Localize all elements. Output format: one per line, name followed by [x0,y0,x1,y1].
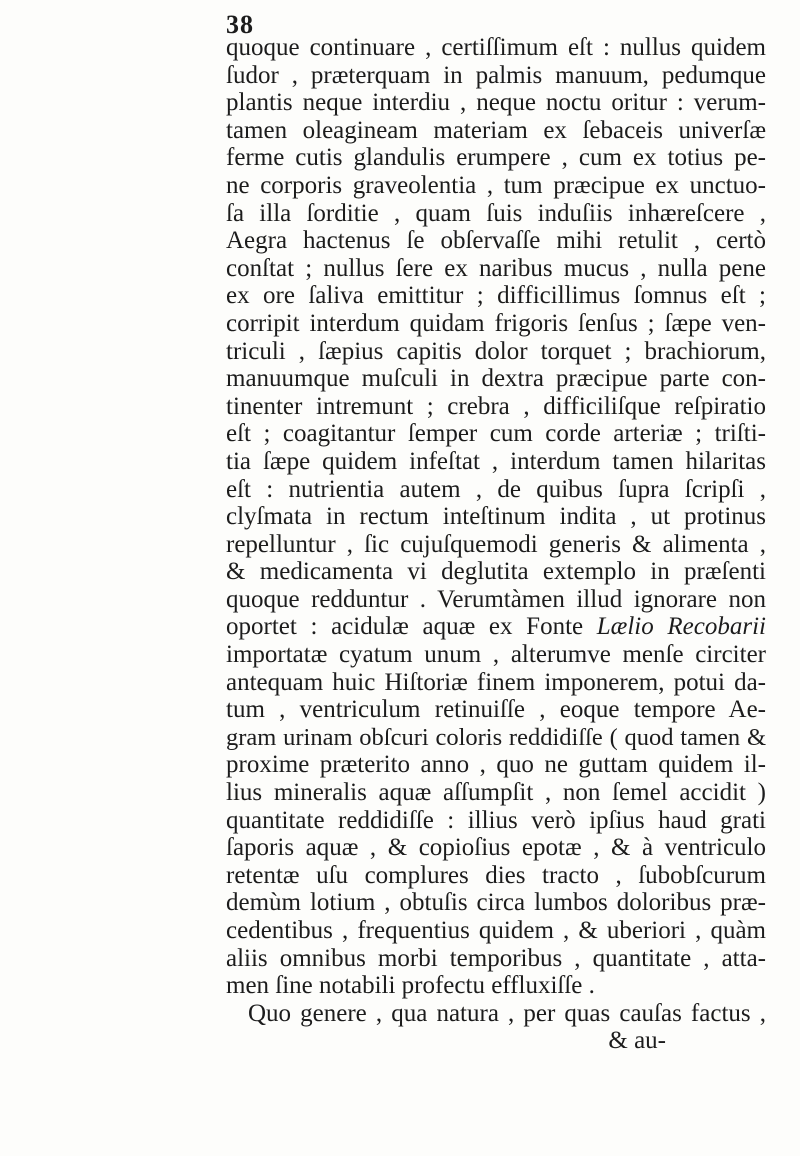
text-line: tinenter intremunt ; crebra , difficiliſque reſpiratio [226,392,766,420]
text-line: eſt ; coagitantur ſemper cum corde arteriæ ; triſti- [226,420,766,448]
text-line: proxime præterito anno , quo ne guttam quidem il- [226,751,766,779]
text-run: oportet : acidulæ aquæ ex Fonte [226,613,584,641]
text-line: aliis omnibus morbi temporibus , quantitate , atta- [226,944,766,972]
page-number: 38 [226,10,254,39]
text-line: gram urinam obſcuri coloris reddidiſſe ( quod tamen & [226,723,766,751]
text-line: ſaporis aquæ , & copioſius epotæ , & à ventriculo [226,834,766,862]
text-line: corripit interdum quidam frigoris ſenſus ; ſæpe ven- [226,309,766,337]
text-line: quoque redduntur . Verumtàmen illud ignorare non [226,585,766,613]
text-line: clyſmata in rectum inteſtinum indita , ut protinus [226,503,766,531]
text-line: tamen oleagineam materiam ex ſebaceis univerſæ [226,116,766,144]
text-line: quantitate reddidiſſe : illius verò ipſius haud grati [226,806,766,834]
text-line: demùm lotium , obtuſis circa lumbos doloribus præ- [226,889,766,917]
catchword: & au- [608,1027,666,1055]
text-line: conſtat ; nullus ſere ex naribus mucus , nulla pene [226,254,766,282]
text-line: repelluntur , ſic cujuſquemodi generis & alimenta , [226,530,766,558]
text-line: & medicamenta vi deglutita extemplo in præſenti [226,558,766,586]
text-line: ferme cutis glandulis erumpere , cum ex totius pe- [226,144,766,172]
text-line-paragraph-end: men ſine notabili profectu effluxiſſe . [226,972,595,1000]
text-line-with-italic [226,613,766,641]
text-line: ne corporis graveolentia , tum præcipue ex unctuo- [226,171,766,199]
text-line: ex ore ſaliva emittitur ; difficillimus ſomnus eſt ; [226,282,766,310]
italic-name: Lælio Recobarii [596,613,766,641]
text-line: manuumque muſculi in dextra præcipue parte con- [226,365,766,393]
text-line: eſt : nutrientia autem , de quibus ſupra ſcripſi , [226,475,766,503]
text-line: tia ſæpe quidem infeſtat , interdum tamen hilaritas [226,447,766,475]
text-line: tum , ventriculum retinuiſſe , eoque tempore Ae- [226,696,766,724]
text-line: ſa illa ſorditie , quam ſuis induſiis inhæreſcere , [226,199,766,227]
body-text [226,34,766,1055]
text-run: Quo genere , qua natura , per quas cauſas factus , [248,999,766,1027]
text-line: retentæ uſu complures dies tracto , ſubobſcurum [226,861,766,889]
text-line: importatæ cyatum unum , alterumve menſe circiter [226,641,766,669]
text-line: quoque continuare , certiſſimum eſt : nullus quidem [226,34,766,61]
text-line: cedentibus , frequentius quidem , & uberiori , quàm [226,917,766,944]
text-line: lius mineralis aquæ aſſumpſit , non ſemel accidit ) [226,779,766,807]
text-line: triculi , ſæpius capitis dolor torquet ; brachiorum, [226,337,766,365]
text-line: plantis neque interdiu , neque noctu oritur : verum- [226,89,766,117]
text-line: Aegra hactenus ſe obſervaſſe mihi retulit , certò [226,227,766,255]
text-line-paragraph-start [226,1000,766,1028]
text-line: ſudor , præterquam in palmis manuum, pedumque [226,61,766,89]
text-line: antequam huic Hiſtoriæ finem imponerem, potui da- [226,668,766,696]
